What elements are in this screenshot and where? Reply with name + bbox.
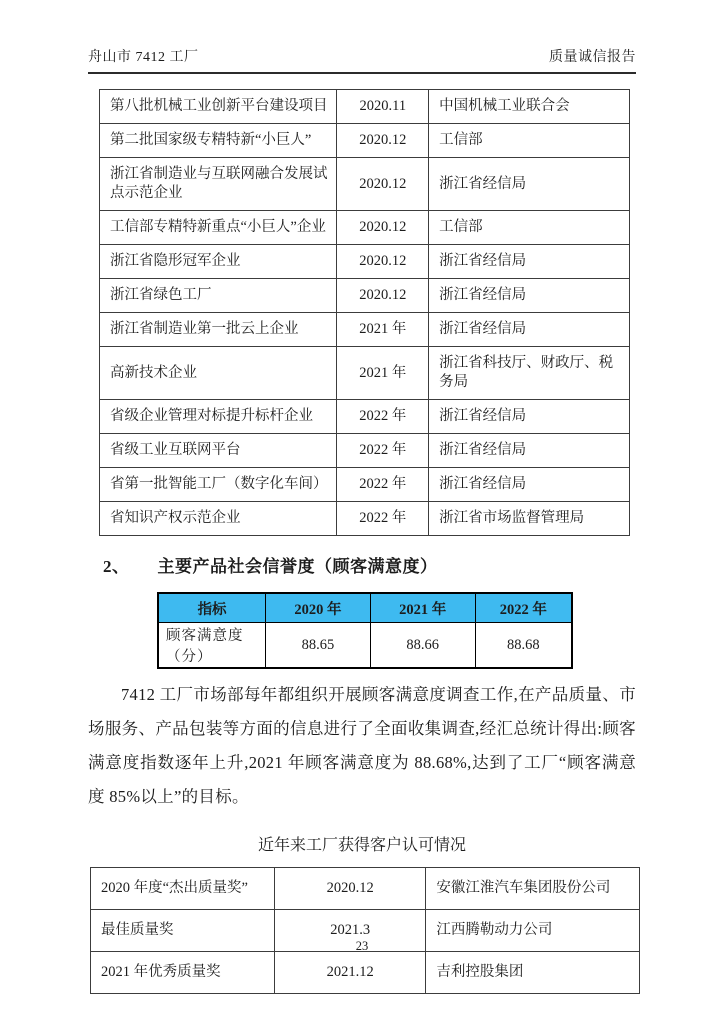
table-row xyxy=(100,313,630,347)
award-date-cell: 2021.12 xyxy=(274,951,426,993)
honor-date-cell: 2020.12 xyxy=(337,158,429,211)
honor-name-cell: 省知识产权示范企业 xyxy=(100,502,337,536)
honor-org-cell: 浙江省经信局 xyxy=(429,279,630,313)
page-number: 23 xyxy=(355,939,369,953)
honor-date-cell: 2022 年 xyxy=(337,468,429,502)
award-org-cell: 安徽江淮汽车集团股份公司 xyxy=(426,867,640,909)
table-row xyxy=(100,124,630,158)
table-row xyxy=(100,400,630,434)
award-org-cell: 江西腾勒动力公司 xyxy=(426,909,640,951)
satisfaction-value-cell: 88.66 xyxy=(370,623,475,669)
honor-org-cell: 浙江省经信局 xyxy=(429,400,630,434)
honor-date-cell: 2020.12 xyxy=(337,124,429,158)
table-row xyxy=(91,867,640,909)
honor-name-cell: 省第一批智能工厂（数字化车间） xyxy=(100,468,337,502)
award-date-cell: 2020.12 xyxy=(274,867,426,909)
honor-date-cell: 2020.12 xyxy=(337,211,429,245)
honor-org-cell: 浙江省经信局 xyxy=(429,434,630,468)
honors-table xyxy=(99,89,630,536)
satisfaction-header-row xyxy=(158,593,572,623)
header-company: 舟山市 7412 工厂 xyxy=(88,50,199,65)
honor-date-cell: 2022 年 xyxy=(337,400,429,434)
table-row xyxy=(100,468,630,502)
honor-date-cell: 2022 年 xyxy=(337,434,429,468)
satisfaction-col-header: 2021 年 xyxy=(370,593,475,623)
honor-name-cell: 工信部专精特新重点“小巨人”企业 xyxy=(100,211,337,245)
satisfaction-table xyxy=(157,592,573,669)
section-number: 2、 xyxy=(103,557,130,576)
honor-name-cell: 浙江省绿色工厂 xyxy=(100,279,337,313)
award-date-cell: 2021.3 xyxy=(274,909,426,951)
satisfaction-col-header: 2022 年 xyxy=(475,593,572,623)
honor-date-cell: 2021 年 xyxy=(337,313,429,347)
honor-org-cell: 工信部 xyxy=(429,211,630,245)
honor-date-cell: 2022 年 xyxy=(337,502,429,536)
satisfaction-value-cell: 88.65 xyxy=(266,623,371,669)
honor-org-cell: 浙江省经信局 xyxy=(429,313,630,347)
header-report-title: 质量诚信报告 xyxy=(549,50,636,65)
table-row xyxy=(100,347,630,400)
satisfaction-value-cell: 88.68 xyxy=(475,623,572,669)
recognition-table xyxy=(90,867,640,994)
honor-date-cell: 2020.12 xyxy=(337,279,429,313)
honor-org-cell: 工信部 xyxy=(429,124,630,158)
honor-name-cell: 浙江省隐形冠军企业 xyxy=(100,245,337,279)
honor-org-cell: 浙江省经信局 xyxy=(429,468,630,502)
section-title: 主要产品社会信誉度（顾客满意度） xyxy=(157,557,438,576)
body-paragraph: 7412 工厂市场部每年都组织开展顾客满意度调查工作,在产品质量、市场服务、产品包装等方面的信息进行了全面收集调查,经汇总统计得出:顾客满意度指数逐年上升,2021 年顾客满意度为 88.68%,达到了工厂“顾客满意度 85%以上”的目标。 xyxy=(88,685,636,806)
satisfaction-data-row xyxy=(158,623,572,669)
award-name-cell: 最佳质量奖 xyxy=(91,909,275,951)
table-row xyxy=(100,502,630,536)
table-row xyxy=(100,90,630,124)
honor-org-cell: 浙江省市场监督管理局 xyxy=(429,502,630,536)
satisfaction-col-header: 指标 xyxy=(158,593,266,623)
honor-name-cell: 省级工业互联网平台 xyxy=(100,434,337,468)
honor-date-cell: 2021 年 xyxy=(337,347,429,400)
table-row xyxy=(100,434,630,468)
table-row xyxy=(100,279,630,313)
table-row xyxy=(100,245,630,279)
honor-date-cell: 2020.11 xyxy=(337,90,429,124)
honor-org-cell: 中国机械工业联合会 xyxy=(429,90,630,124)
recognition-table-caption: 近年来工厂获得客户认可情况 xyxy=(257,836,466,854)
table-row xyxy=(100,158,630,211)
honor-name-cell: 第二批国家级专精特新“小巨人” xyxy=(100,124,337,158)
honor-org-cell: 浙江省经信局 xyxy=(429,158,630,211)
honor-name-cell: 浙江省制造业第一批云上企业 xyxy=(100,313,337,347)
satisfaction-col-header: 2020 年 xyxy=(266,593,371,623)
honor-name-cell: 省级企业管理对标提升标杆企业 xyxy=(100,400,337,434)
honor-org-cell: 浙江省科技厅、财政厅、税务局 xyxy=(429,347,630,400)
table-row xyxy=(91,951,640,993)
honor-name-cell: 高新技术企业 xyxy=(100,347,337,400)
section-heading xyxy=(103,552,636,577)
honor-org-cell: 浙江省经信局 xyxy=(429,245,630,279)
running-header xyxy=(88,46,636,74)
award-name-cell: 2020 年度“杰出质量奖” xyxy=(91,867,275,909)
satisfaction-row-label: 顾客满意度（分） xyxy=(158,623,266,669)
honor-name-cell: 浙江省制造业与互联网融合发展试点示范企业 xyxy=(100,158,337,211)
award-name-cell: 2021 年优秀质量奖 xyxy=(91,951,275,993)
table-row xyxy=(100,211,630,245)
award-org-cell: 吉利控股集团 xyxy=(426,951,640,993)
honor-date-cell: 2020.12 xyxy=(337,245,429,279)
honor-name-cell: 第八批机械工业创新平台建设项目 xyxy=(100,90,337,124)
